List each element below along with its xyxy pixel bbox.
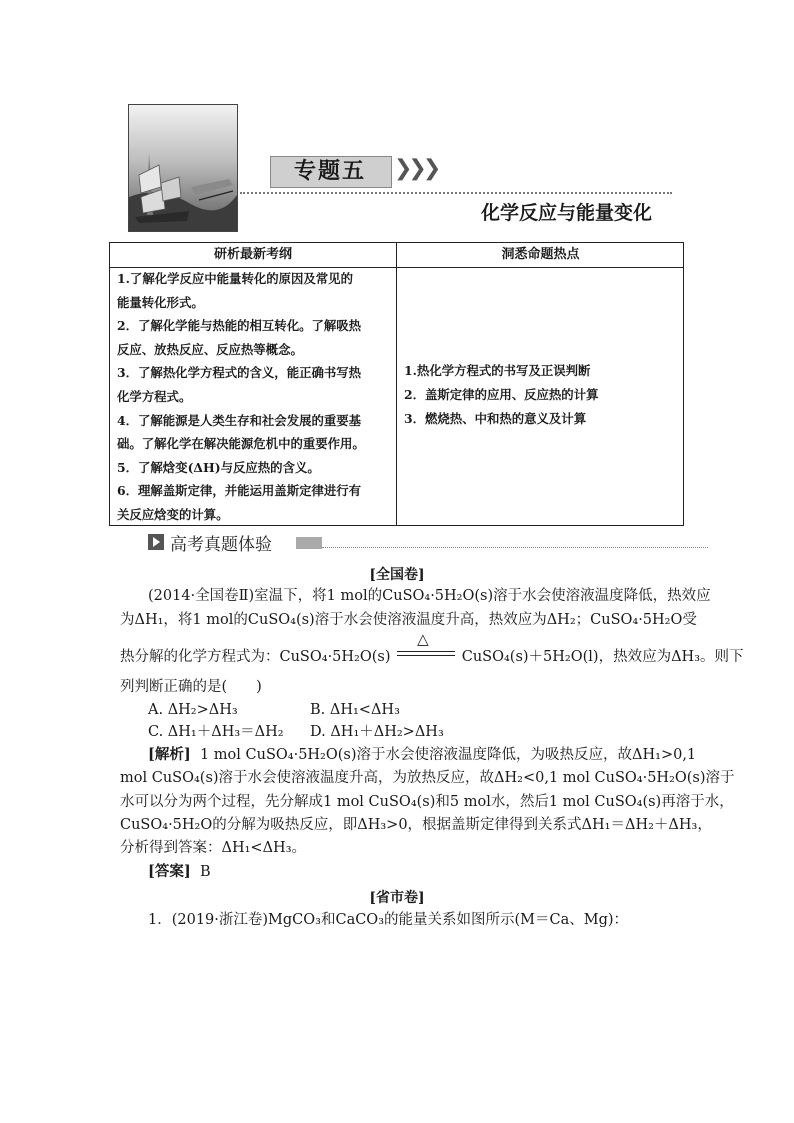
analysis-text-1: 1 mol CuSO₄·5H₂O(s)溶于水会使溶液温度降低，为吸热反应，故ΔH₁>0,1 <box>199 747 697 763</box>
answer-line <box>148 862 211 882</box>
table-column-divider <box>396 243 397 525</box>
option-d: D. ΔH₁＋ΔH₂>ΔH₃ <box>310 724 444 740</box>
table-header-syllabus: 研析最新考纲 <box>213 247 292 262</box>
section-title-bar <box>296 537 322 549</box>
hotspot-line: 1.热化学方程式的书写及正误判断 <box>404 363 591 378</box>
topic-title: 专题五 <box>293 158 366 184</box>
question-line-1: (2014·全国卷Ⅱ)室温下，将1 mol的CuSO₄·5H₂O(s)溶于水会使溶液温度降低，热效应 <box>148 588 711 604</box>
table-header-hotspots: 洞悉命题热点 <box>501 247 580 262</box>
option-b: B. ΔH₁<ΔH₃ <box>310 702 400 718</box>
syllabus-line: 关反应焓变的计算。 <box>117 506 229 522</box>
equation-products: CuSO₄(s)＋5H₂O(l)，热效应为ΔH₃。则下 <box>461 649 744 665</box>
section-play-icon <box>148 534 164 550</box>
syllabus-line: 反应、放热反应、反应热等概念。 <box>117 341 303 357</box>
sailing-ship-image <box>129 105 237 231</box>
syllabus-line: 能量转化形式。 <box>117 294 204 310</box>
syllabus-line: 化学方程式。 <box>117 388 192 404</box>
national-exam-label: [全国卷] <box>369 567 425 583</box>
syllabus-line: 2．了解化学能与热能的相互转化。了解吸热 <box>117 318 362 334</box>
analysis-line-3: 水可以分为两个过程，先分解成1 mol CuSO₄(s)和5 mol水，然后1 mol CuSO₄(s)再溶于水， <box>120 794 734 810</box>
chapter-subtitle: 化学反应与能量变化 <box>480 202 652 224</box>
provincial-question-1: 1．(2019·浙江卷)MgCO₃和CaCO₃的能量关系如图所示(M＝Ca、Mg)： <box>148 912 629 928</box>
syllabus-line: 1.了解化学反应中能量转化的原因及常见的 <box>117 271 353 286</box>
provincial-exam-label: [省市卷] <box>369 890 425 906</box>
syllabus-line: 4．了解能源是人类生存和社会发展的重要基 <box>117 412 362 428</box>
heating-condition-arrow <box>395 630 457 665</box>
syllabus-line: 5．了解焓变(ΔH)与反应热的含义。 <box>117 459 320 475</box>
syllabus-line: 3．了解热化学方程式的含义，能正确书写热 <box>117 365 362 381</box>
hotspot-line: 2．盖斯定律的应用、反应热的计算 <box>404 387 599 402</box>
answer-tag: [答案] <box>148 863 191 880</box>
heat-triangle-icon: △ <box>417 630 429 648</box>
question-line-4: 列判断正确的是( ) <box>120 679 262 695</box>
equation-reactant: 热分解的化学方程式为：CuSO₄·5H₂O(s) <box>120 649 391 665</box>
answer-value: B <box>199 864 211 880</box>
chevron-arrows-icon: ❯❯❯ <box>394 156 438 181</box>
syllabus-line: 础。了解化学在解决能源危机中的重要作用。 <box>117 436 365 452</box>
hotspots-cell <box>404 359 679 431</box>
hotspot-line: 3．燃烧热、中和热的意义及计算 <box>404 411 587 426</box>
syllabus-table <box>109 242 684 526</box>
question-line-2: 为ΔH₁，将1 mol的CuSO₄(s)溶于水会使溶液温度升高，热效应为ΔH₂；CuSO₄·5H₂O受 <box>120 612 697 628</box>
header-photo-sailing-ship <box>128 104 238 232</box>
header-dotted-divider <box>240 192 672 194</box>
analysis-line-4: CuSO₄·5H₂O的分解为吸热反应，即ΔH₃>0，根据盖斯定律得到关系式ΔH₁＝ΔH₂＋ΔH₃， <box>120 817 712 833</box>
section-title: 高考真题体验 <box>170 535 272 555</box>
option-a: A. ΔH₂>ΔH₃ <box>148 702 238 718</box>
syllabus-cell <box>117 267 393 527</box>
section-dotted-line <box>322 547 708 548</box>
analysis-tag: [解析] <box>148 746 191 763</box>
syllabus-line: 6．理解盖斯定律，并能运用盖斯定律进行有 <box>117 483 362 499</box>
question-line-3 <box>120 630 744 667</box>
analysis-line-2: mol CuSO₄(s)溶于水会使溶液温度升高，为放热反应，故ΔH₂<0,1 mol CuSO₄·5H₂O(s)溶于 <box>120 770 735 786</box>
analysis-line-1 <box>148 745 696 765</box>
option-c: C. ΔH₁＋ΔH₃＝ΔH₂ <box>148 724 284 740</box>
analysis-line-5: 分析得到答案：ΔH₁<ΔH₃。 <box>120 840 307 856</box>
